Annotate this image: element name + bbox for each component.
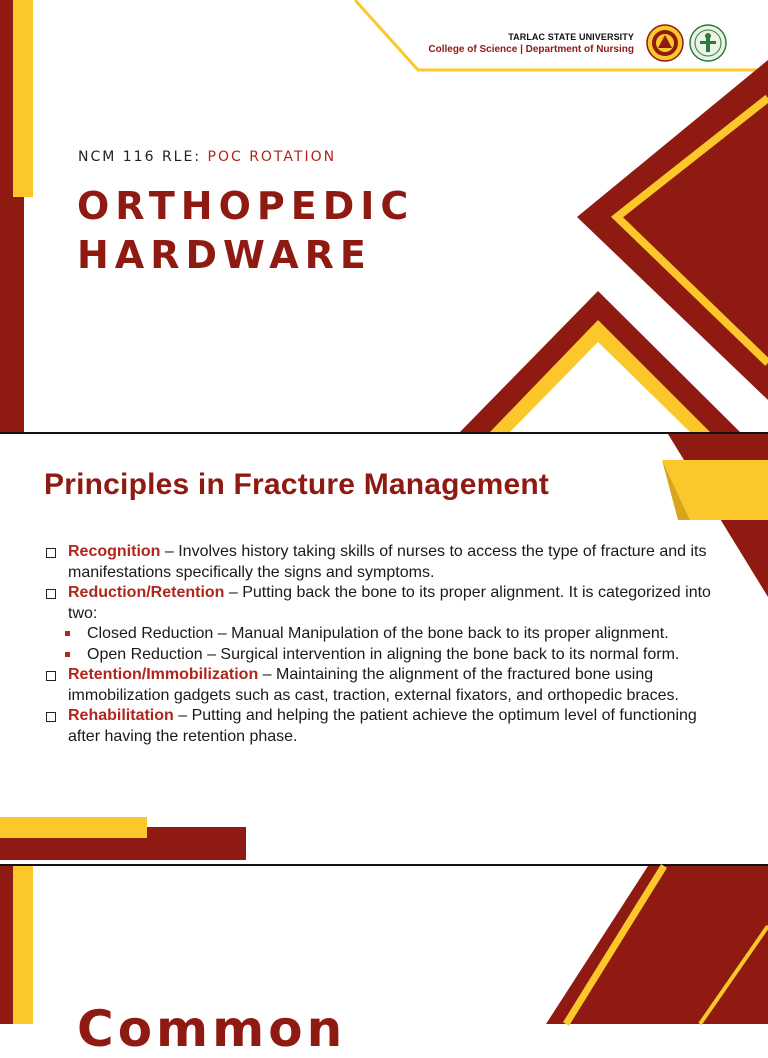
item-term: Reduction/Retention xyxy=(68,584,225,601)
checkbox-bullet-icon xyxy=(46,548,56,558)
slide1-title xyxy=(77,182,414,280)
slide2-title: Principles in Fracture Management xyxy=(44,468,550,501)
square-bullet-icon xyxy=(65,652,70,657)
list-item xyxy=(44,583,724,624)
list-item xyxy=(44,665,724,706)
department-name: College of Science | Department of Nursing xyxy=(428,44,634,55)
sub-item-text: Open Reduction – Surgical intervention in aligning the bone back to its normal form. xyxy=(87,645,680,663)
university-name: TARLAC STATE UNIVERSITY xyxy=(508,32,634,42)
university-seal-icon xyxy=(646,24,684,62)
university-header xyxy=(428,31,634,56)
item-description: – Maintaining the alignment of the fractured bone using immobilization gadgets such as cast, traction, external fixators, and orthopedic braces. xyxy=(68,666,679,704)
course-rotation: POC ROTATION xyxy=(207,149,337,165)
title-slide xyxy=(0,0,768,432)
item-description: – Putting and helping the patient achieve the optimum level of functioning after having the retention phase. xyxy=(68,707,697,745)
item-term: Recognition xyxy=(68,543,161,560)
slide3-title: Common xyxy=(77,1000,347,1058)
item-description: – Putting back the bone to its proper alignment. It is categorized into two: xyxy=(68,584,711,622)
sub-item-text: Closed Reduction – Manual Manipulation of the bone back to its proper alignment. xyxy=(87,625,669,642)
principles-slide xyxy=(0,434,768,864)
checkbox-bullet-icon xyxy=(46,671,56,681)
left-gold-strip xyxy=(13,0,33,197)
square-bullet-icon xyxy=(65,631,70,636)
item-description: – Involves history taking skills of nurses to access the type of fracture and its manifestations specifically the signs and symptoms. xyxy=(68,543,707,581)
item-term: Rehabilitation xyxy=(68,707,174,724)
checkbox-bullet-icon xyxy=(46,589,56,599)
course-code: NCM 116 RLE: xyxy=(78,149,202,165)
checkbox-bullet-icon xyxy=(46,712,56,722)
nursing-seal-icon xyxy=(689,24,727,62)
item-term: Retention/Immobilization xyxy=(68,666,259,683)
list-item xyxy=(44,542,724,583)
course-line xyxy=(78,149,336,165)
sub-list-item xyxy=(44,624,724,645)
bottom-gold-bar xyxy=(0,817,147,838)
sub-list-item xyxy=(44,645,724,666)
title-line-2: HARDWARE xyxy=(77,233,372,277)
list-item xyxy=(44,706,724,747)
left-gold-strip xyxy=(13,866,33,1024)
common-slide xyxy=(0,866,768,1058)
title-line-1: ORTHOPEDIC xyxy=(77,184,415,228)
principles-list xyxy=(44,542,724,747)
